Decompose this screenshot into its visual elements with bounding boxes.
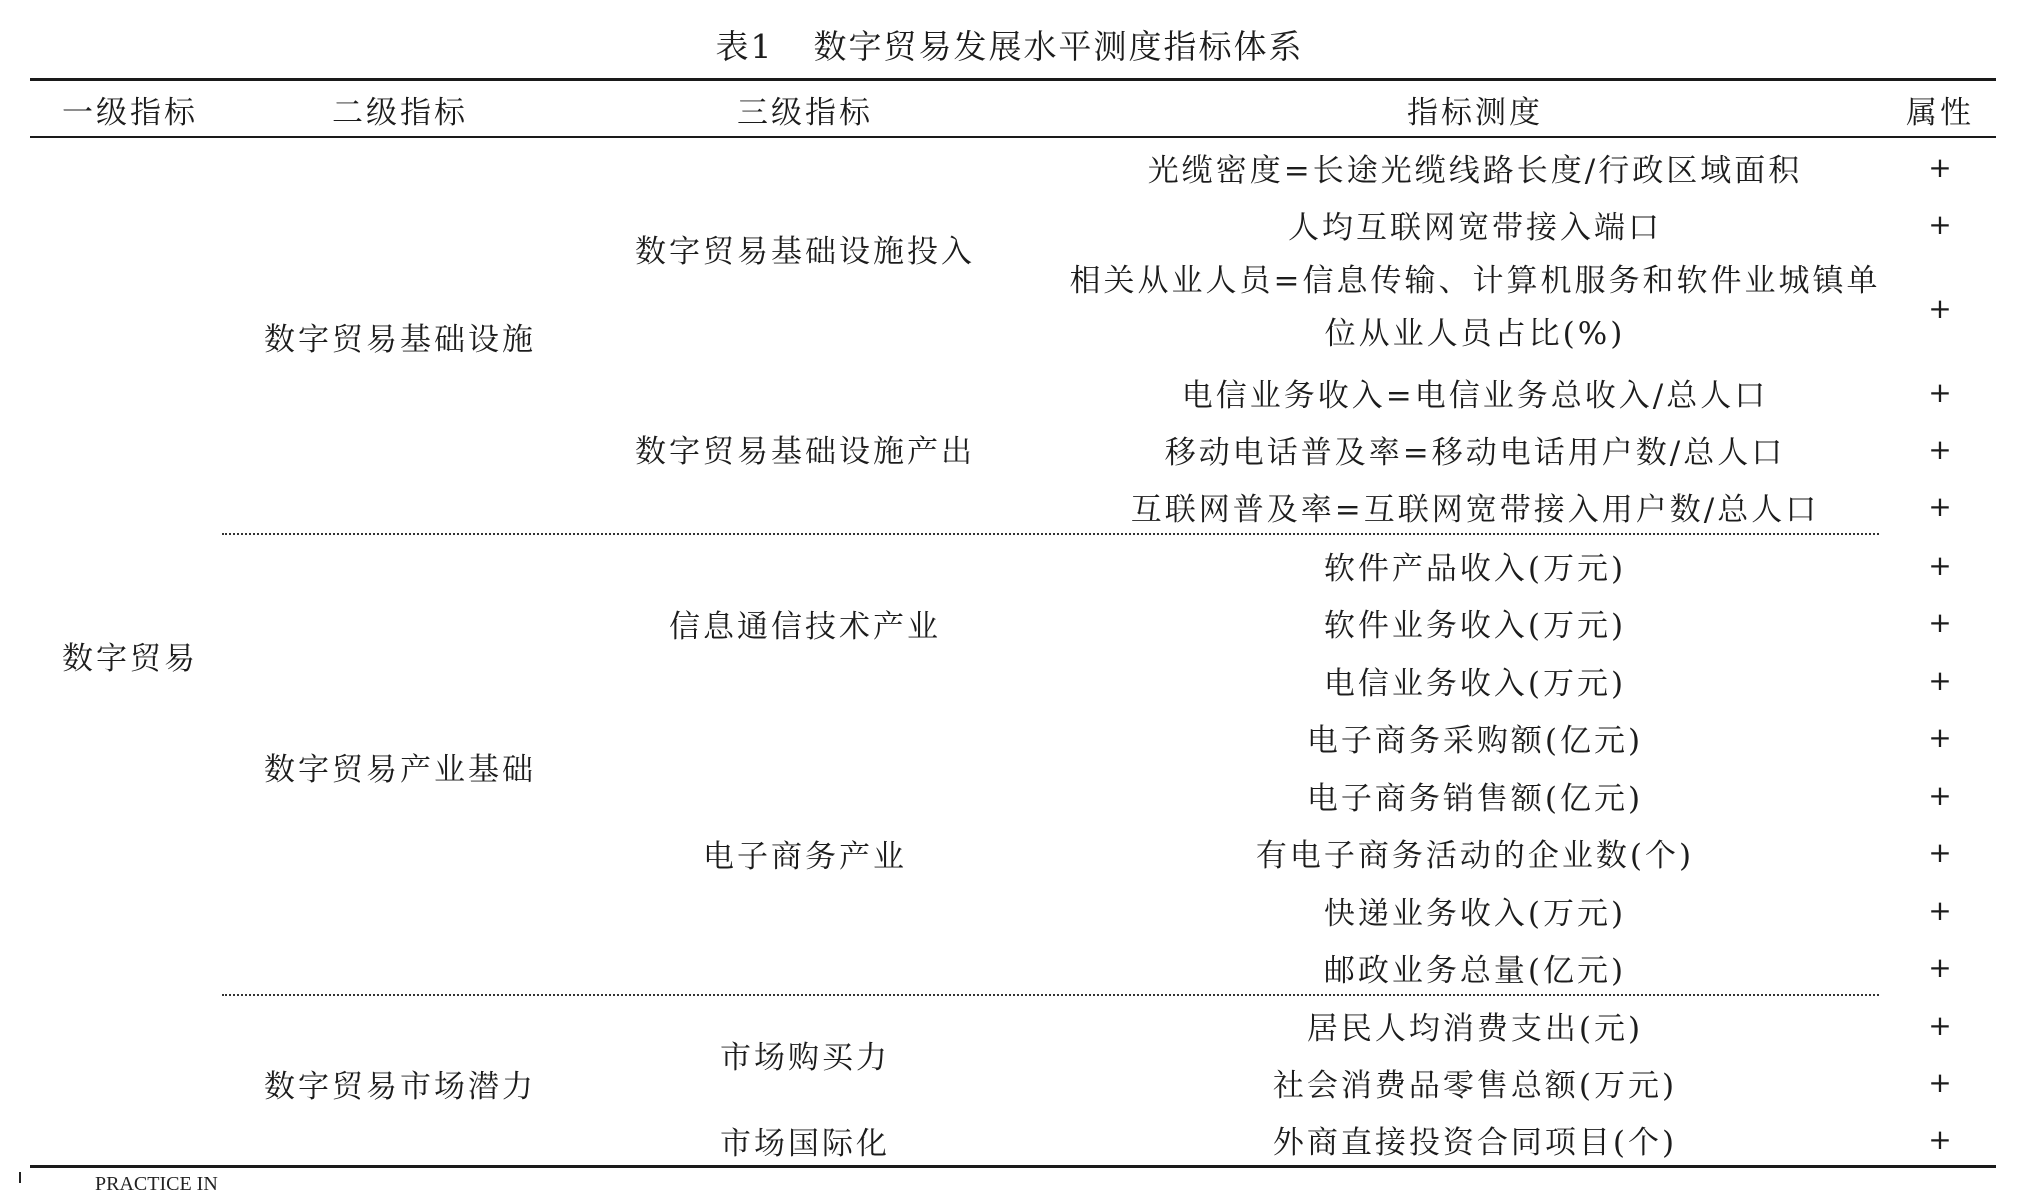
- level3-cell: 信息通信技术产业: [669, 608, 941, 645]
- level3-cell: 市场购买力: [720, 1039, 890, 1076]
- measure-cell: 电子商务采购额(亿元): [1306, 723, 1644, 759]
- attribute-cell: +: [1928, 291, 1952, 325]
- attribute-cell: +: [1928, 433, 1952, 466]
- measure-cell: 邮政业务总量(亿元): [1323, 952, 1627, 989]
- measure-cell: 快递业务收入(万元): [1323, 895, 1627, 932]
- measure-cell: 移动电话普及率=移动电话用户数/总人口: [1164, 435, 1786, 471]
- level2-cell: 数字贸易市场潜力: [264, 1068, 536, 1105]
- measure-cell: 互联网普及率=互联网宽带接入用户数/总人口: [1130, 491, 1820, 528]
- top-rule: [30, 78, 1996, 81]
- attribute-cell: +: [1928, 778, 1952, 812]
- table-title: [0, 14, 2019, 74]
- measure-cell: 有电子商务活动的企业数(个): [1255, 838, 1695, 874]
- attribute-cell: +: [1928, 893, 1952, 927]
- attribute-cell: +: [1928, 606, 1952, 639]
- table-caption: 数字贸易发展水平测度指标体系: [813, 26, 1304, 66]
- measure-cell: 软件产品收入(万元): [1323, 550, 1627, 587]
- level3-cell: 数字贸易基础设施投入: [635, 233, 975, 270]
- page-edge-mark: [19, 1172, 21, 1183]
- attribute-cell: +: [1928, 548, 1952, 582]
- measure-cell: 电子商务销售额(亿元): [1306, 780, 1644, 817]
- attribute-cell: +: [1928, 836, 1952, 869]
- level3-cell: 市场国际化: [720, 1125, 890, 1162]
- table-number: 表1: [715, 26, 774, 66]
- attribute-cell: +: [1928, 1066, 1952, 1099]
- level3-cell: 电子商务产业: [703, 838, 907, 875]
- footer-text: PRACTICE IN: [95, 1173, 218, 1195]
- measure-cell: 软件业务收入(万元): [1323, 608, 1627, 644]
- attribute-cell: +: [1928, 950, 1952, 984]
- attribute-cell: +: [1928, 1122, 1952, 1156]
- measure-cell: 社会消费品零售总额(万元): [1272, 1068, 1678, 1104]
- column-header-measure: 指标测度: [1407, 94, 1543, 131]
- attribute-cell: +: [1928, 721, 1952, 754]
- column-header-level2: 二级指标: [332, 94, 468, 131]
- column-header-level3: 三级指标: [737, 94, 873, 131]
- attribute-cell: +: [1928, 1009, 1952, 1042]
- measure-cell: 人均互联网宽带接入端口: [1288, 210, 1662, 246]
- column-header-attribute: 属性: [1906, 94, 1974, 131]
- measure-cell: 电信业务收入=电信业务总收入/总人口: [1181, 377, 1769, 414]
- attribute-cell: +: [1928, 663, 1952, 697]
- level3-cell: 数字贸易基础设施产出: [635, 433, 975, 470]
- attribute-cell: +: [1928, 150, 1952, 184]
- measure-cell: 外商直接投资合同项目(个): [1272, 1124, 1678, 1161]
- measure-cell: 电信业务收入(万元): [1323, 665, 1627, 702]
- measure-cell: 居民人均消费支出(元): [1306, 1011, 1644, 1047]
- attribute-cell: +: [1928, 375, 1952, 409]
- column-header-level1: 一级指标: [62, 94, 198, 131]
- level2-cell: 数字贸易基础设施: [264, 321, 536, 358]
- measure-cell: 光缆密度=长途光缆线路长度/行政区域面积: [1147, 152, 1803, 189]
- attribute-cell: +: [1928, 489, 1952, 523]
- measure-cell: 相关从业人员=信息传输、计算机服务和软件业城镇单位从业人员占比(%): [1069, 263, 1881, 352]
- attribute-cell: +: [1928, 208, 1952, 241]
- level2-cell: 数字贸易产业基础: [264, 751, 536, 788]
- level1-cell: 数字贸易: [62, 640, 198, 677]
